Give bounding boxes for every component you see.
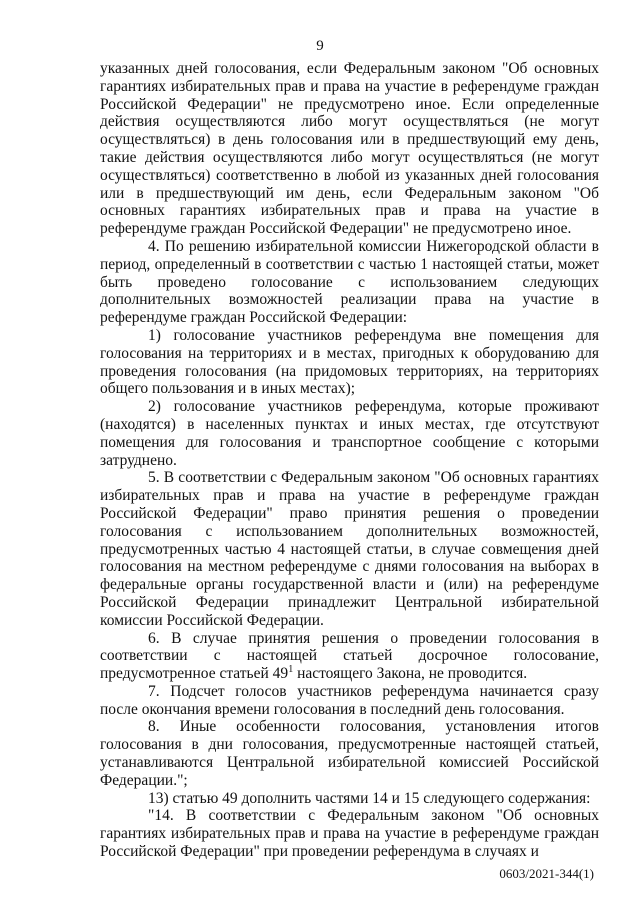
list-item-2: 2) голосование участников референдума, которые проживают (находятся) в населенных пунктах и иных местах, где отсутствуют помещения для голосования и транспортное сообщение с которыми затруднено. [100,398,599,469]
article-superscript: 1 [288,663,294,675]
paragraph-4: 4. По решению избирательной комиссии Нижегородской области в период, определенный в соответствии с частью 1 настоящей статьи, может быть проведено голосование с использованием следующих дополнительных возможностей реализации права на участие в референдуме граждан Российской Федерации: [100,237,599,327]
paragraph-14: "14. В соответствии с Федеральным законом "Об основных гарантиях избирательных прав и права на участие в референдуме граждан Российской Федерации" при проведении референдума в случаях и [100,807,599,861]
paragraph-8: 8. Иные особенности голосования, установления итогов голосования в дни голосования, предусмотренные настоящей статьей, устанавливаются Центральной избирательной комиссией Российской Федерации."; [100,718,599,789]
amendment-item-13: 13) статью 49 дополнить частями 14 и 15 следующего содержания: [148,789,591,807]
paragraph-5: 5. В соответствии с Федеральным законом "Об основных гарантиях избирательных прав и права на участие в референдуме граждан Российской Федерации" право принятия решения о проведении голосования с использованием дополнительных возможностей, предусмотренных частью 4 настоящей статьи, в случае совмещения дней голосования на местном референдуме с днями голосования на выборах в федеральные органы государственной власти и (или) на референдуме Российской Федерации принадлежит Центральной избирательной комиссии Российской Федерации. [100,469,599,629]
paragraph-7: 7. Подсчет голосов участников референдума начинается сразу после окончания времени голосования в последний день голосования. [100,682,599,718]
document-body [100,60,599,861]
page-number: 9 [316,38,324,54]
document-code: 0603/2021-344(1) [499,866,594,881]
paragraph-continuation: указанных дней голосования, если Федеральным законом "Об основных гарантиях избирательных прав и права на участие в референдуме граждан Российской Федерации" не предусмотрено иное. Если определенные действия осуществляются либо могут осуществляться (не могут осуществляться) в день голосования или в предшествующий ему день, такие действия осуществляются либо могут осуществляться (не могут осуществляться) соответственно в любой из указанных дней голосования или в предшествующий им день, если Федеральным законом "Об основных гарантиях избирательных прав и права на участие в референдуме граждан Российской Федерации" не предусмотрено иное. [100,60,599,238]
paragraph-6-text: 6. В случае принятия решения о проведении голосования в соответствии с настоящей статьей досрочное голосование, предусмотренное статьей 49 [100,629,599,683]
paragraph-6 [100,630,599,683]
paragraph-6-text-end: настоящего Закона, не проводится. [293,665,528,683]
list-item-1: 1) голосование участников референдума вне помещения для голосования на территориях и в местах, пригодных к оборудованию для проведения голосования (на придомовых территориях, на территориях общего пользования и в иных местах); [100,326,599,398]
